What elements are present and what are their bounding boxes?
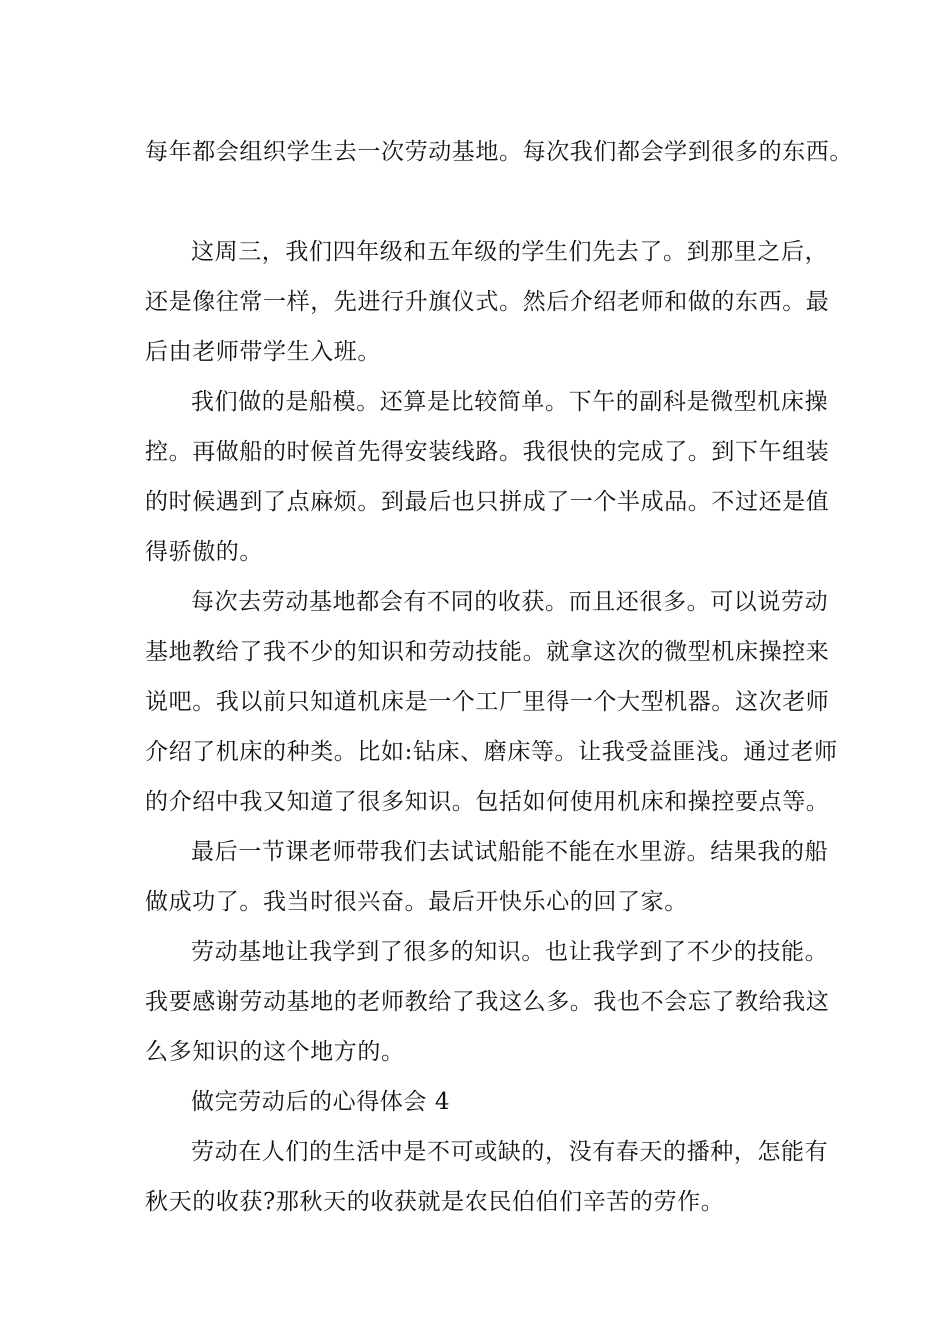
text-line: 基地教给了我不少的知识和劳动技能。就拿这次的微型机床操控来 — [145, 639, 830, 665]
text-line: 劳动基地让我学到了很多的知识。也让我学到了不少的技能。 — [191, 939, 829, 965]
text-line: 控。再做船的时候首先得安装线路。我很快的完成了。到下午组装 — [145, 439, 830, 465]
text-line: 我要感谢劳动基地的老师教给了我这么多。我也不会忘了教给我这 — [145, 989, 830, 1015]
text-line: 劳动在人们的生活中是不可或缺的，没有春天的播种，怎能有 — [191, 1139, 829, 1165]
text-line: 么多知识的这个地方的。 — [145, 1039, 405, 1065]
text-line: 得骄傲的。 — [145, 539, 263, 565]
text-line: 做成功了。我当时很兴奋。最后开快乐心的回了家。 — [145, 889, 688, 915]
section-heading: 做完劳动后的心得体会 4 — [191, 1089, 451, 1115]
text-line: 介绍了机床的种类。比如:钻床、磨床等。让我受益匪浅。通过老师 — [145, 739, 838, 765]
text-line: 这周三，我们四年级和五年级的学生们先去了。到那里之后， — [191, 239, 829, 265]
text-line: 的时候遇到了点麻烦。到最后也只拼成了一个半成品。不过还是值 — [145, 489, 830, 515]
text-line: 还是像往常一样，先进行升旗仪式。然后介绍老师和做的东西。最 — [145, 289, 830, 315]
text-line: 每年都会组织学生去一次劳动基地。每次我们都会学到很多的东西。 — [145, 139, 853, 165]
text-line: 秋天的收获?那秋天的收获就是农民伯伯们辛苦的劳作。 — [145, 1189, 725, 1215]
text-line: 每次去劳动基地都会有不同的收获。而且还很多。可以说劳动 — [191, 589, 829, 615]
text-line: 的介绍中我又知道了很多知识。包括如何使用机床和操控要点等。 — [145, 789, 830, 815]
text-line: 后由老师带学生入班。 — [145, 339, 381, 365]
text-line: 我们做的是船模。还算是比较简单。下午的副科是微型机床操 — [191, 389, 829, 415]
text-line: 最后一节课老师带我们去试试船能不能在水里游。结果我的船 — [191, 839, 829, 865]
text-line: 说吧。我以前只知道机床是一个工厂里得一个大型机器。这次老师 — [145, 689, 830, 715]
